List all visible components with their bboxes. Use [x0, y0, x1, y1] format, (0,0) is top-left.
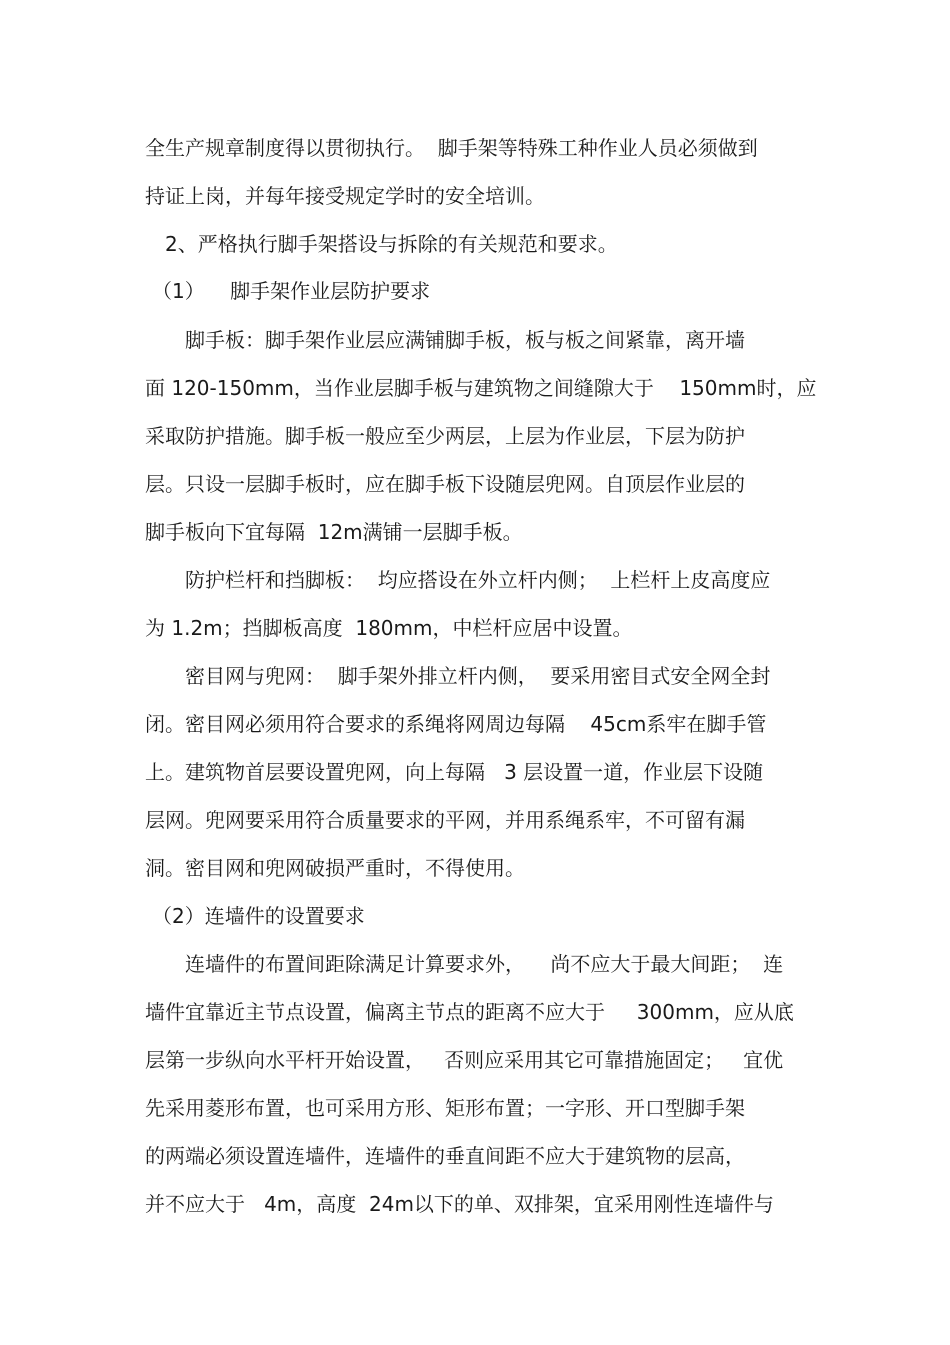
text-line: 层。只设一层脚手板时，应在脚手板下设随层兜网。自顶层作业层的: [145, 472, 745, 496]
text-line: 的两端必须设置连墙件，连墙件的垂直间距不应大于建筑物的层高，: [145, 1144, 745, 1168]
text-line: 全生产规章制度得以贯彻执行。 脚手架等特殊工种作业人员必须做到: [145, 136, 758, 160]
text-line: 层第一步纵向水平杆开始设置， 否则应采用其它可靠措施固定； 宜优: [145, 1048, 784, 1072]
text-line: 连墙件的布置间距除满足计算要求外， 尚不应大于最大间距； 连: [185, 952, 784, 976]
text-line: 防护栏杆和挡脚板： 均应搭设在外立杆内侧； 上栏杆上皮高度应: [185, 568, 771, 592]
text-line: 密目网与兜网： 脚手架外排立杆内侧， 要采用密目式安全网全封: [185, 664, 771, 688]
text-line: 并不应大于 4m，高度 24m以下的单、双排架，宜采用刚性连墙件与: [145, 1192, 774, 1216]
text-line: 层网。兜网要采用符合质量要求的平网，并用系绳系牢，不可留有漏: [145, 808, 745, 832]
section-heading: 2、严格执行脚手架搭设与拆除的有关规范和要求。: [165, 232, 618, 256]
text-line: 墙件宜靠近主节点设置，偏离主节点的距离不应大于 300mm，应从底: [145, 1000, 794, 1024]
text-line: 为 1.2m；挡脚板高度 180mm，中栏杆应居中设置。: [145, 616, 633, 640]
text-line: 洞。密目网和兜网破损严重时，不得使用。: [145, 856, 525, 880]
text-line: 上。建筑物首层要设置兜网，向上每隔 3 层设置一道，作业层下设随: [145, 760, 764, 784]
subsection-heading: （1） 脚手架作业层防护要求: [152, 279, 431, 303]
text-line: 先采用菱形布置，也可采用方形、矩形布置；一字形、开口型脚手架: [145, 1096, 745, 1120]
subsection-heading: （2）连墙件的设置要求: [152, 904, 365, 928]
text-line: 脚手板向下宜每隔 12m满铺一层脚手板。: [145, 520, 523, 544]
text-line: 持证上岗，并每年接受规定学时的安全培训。: [145, 184, 545, 208]
text-line: 闭。密目网必须用符合要求的系绳将网周边每隔 45cm系牢在脚手管: [145, 712, 767, 736]
text-line: 面 120-150mm，当作业层脚手板与建筑物之间缝隙大于 150mm时，应: [145, 376, 817, 400]
text-line: 脚手板：脚手架作业层应满铺脚手板，板与板之间紧靠，离开墙: [185, 328, 745, 352]
text-line: 采取防护措施。脚手板一般应至少两层，上层为作业层，下层为防护: [145, 424, 745, 448]
